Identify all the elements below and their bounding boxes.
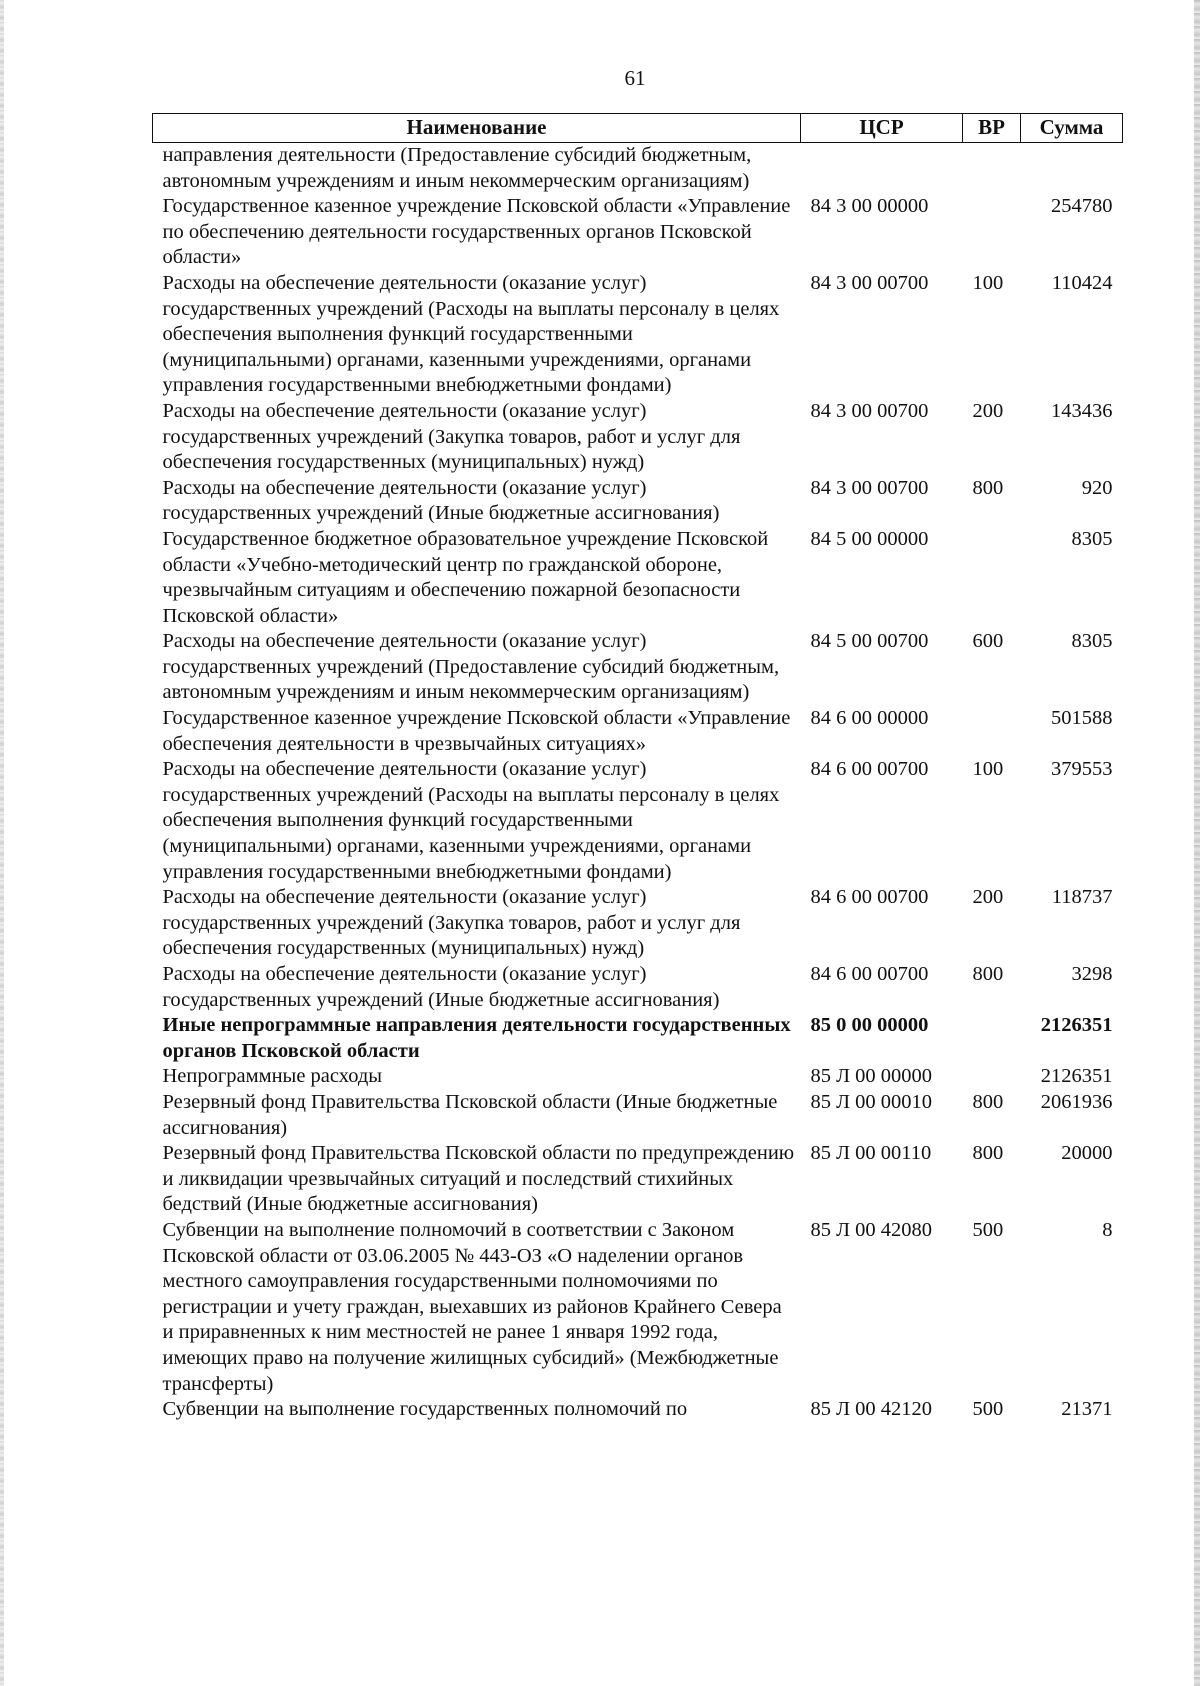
- row-csr: 85 Л 00 00010: [810, 1090, 933, 1113]
- row-sum: 2126351: [1040, 1065, 1113, 1088]
- table-row: [153, 1397, 1123, 1423]
- row-sum: 3298: [1071, 963, 1113, 985]
- row-vr: [963, 706, 1021, 757]
- row-csr: 84 5 00 00000: [810, 527, 929, 550]
- row-name: Субвенции на выполнение государственных полномочий по: [162, 1398, 688, 1421]
- row-name: Резервный фонд Правительства Псковской области по предупреждению и ликвидации чрезвычайных ситуаций и последствий стихийных бедствий (Иные бюджетные ассигнования): [162, 1142, 795, 1216]
- table-row: [153, 1218, 1123, 1397]
- table-row: [153, 143, 1123, 195]
- row-vr: 200: [972, 399, 1004, 422]
- row-vr: 800: [972, 963, 1004, 985]
- row-vr: 800: [972, 476, 1004, 499]
- header-csr: ЦСР: [801, 114, 963, 143]
- header-vr: ВР: [963, 114, 1021, 143]
- row-sum: 143436: [1051, 399, 1113, 422]
- row-csr: [801, 143, 963, 195]
- table-row: [153, 476, 1123, 527]
- row-csr: 84 3 00 00700: [810, 271, 929, 294]
- table-header-row: [153, 114, 1123, 143]
- row-name: Расходы на обеспечение деятельности (оказание услуг) государственных учреждений (Иные бюджетные ассигнования): [162, 963, 720, 1011]
- row-csr: 84 3 00 00700: [810, 399, 929, 422]
- row-name: Расходы на обеспечение деятельности (оказание услуг) государственных учреждений (Закупка товаров, работ и услуг для обеспечения государственных (муниципальных) нужд): [162, 399, 741, 474]
- row-sum: 254780: [1051, 195, 1113, 218]
- table-row: [153, 271, 1123, 399]
- header-sum: Сумма: [1021, 114, 1123, 143]
- row-sum: [1021, 143, 1123, 195]
- row-sum: 8: [1102, 1218, 1113, 1241]
- row-name: Государственное казенное учреждение Псковской области «Управление по обеспечению деятельности государственных органов Псковской области»: [162, 195, 791, 269]
- row-csr: 84 6 00 00000: [810, 707, 929, 730]
- row-sum: 21371: [1061, 1398, 1113, 1421]
- scan-edge-left: [0, 0, 4, 1686]
- row-vr: 800: [972, 1142, 1004, 1165]
- table-row: [153, 194, 1123, 271]
- row-sum: 379553: [1051, 758, 1113, 781]
- row-sum: 501588: [1051, 707, 1113, 730]
- row-vr: 500: [972, 1398, 1004, 1421]
- row-csr: 84 5 00 00700: [810, 630, 929, 653]
- row-vr: 500: [972, 1218, 1004, 1241]
- row-vr: [963, 194, 1021, 271]
- row-name: Расходы на обеспечение деятельности (оказание услуг) государственных учреждений (Расходы на выплаты персоналу в целях обеспечения выполнения функций государственными (муниципальными) органами, казенными учреждениями, органами управления государственными внебюджетными фондами): [162, 271, 780, 397]
- row-name: Непрограммные расходы: [162, 1065, 383, 1088]
- row-vr: [963, 143, 1021, 195]
- row-csr: 85 Л 00 00110: [810, 1142, 932, 1165]
- row-vr: [963, 527, 1021, 629]
- row-csr: 84 3 00 00700: [810, 476, 929, 499]
- table-row: [153, 706, 1123, 757]
- table-row: [153, 629, 1123, 706]
- row-sum: 118737: [1051, 886, 1113, 909]
- table-row-section-total: [153, 1013, 1123, 1064]
- row-vr: 100: [972, 271, 1004, 294]
- row-csr: 84 6 00 00700: [810, 963, 929, 985]
- table-row: [153, 1090, 1123, 1141]
- budget-table: [152, 113, 1123, 1423]
- table-row: [153, 757, 1123, 885]
- row-sum: 920: [1081, 476, 1113, 499]
- row-name: Расходы на обеспечение деятельности (оказание услуг) государственных учреждений (Предоставление субсидий бюджетным, автономным учреждениям и иным некоммерческим организациям): [162, 630, 780, 704]
- row-name: Расходы на обеспечение деятельности (оказание услуг) государственных учреждений (Закупка товаров, работ и услуг для обеспечения государственных (муниципальных) нужд): [162, 886, 741, 960]
- row-sum: 2126351: [1040, 1014, 1113, 1037]
- row-name: направления деятельности (Предоставление субсидий бюджетным, автономным учреждениям и иным некоммерческим организациям): [162, 144, 752, 192]
- row-name: Иные непрограммные направления деятельности государственных органов Псковской области: [162, 1014, 791, 1062]
- row-sum: 8305: [1071, 527, 1113, 550]
- row-csr: 85 Л 00 42120: [810, 1398, 933, 1421]
- row-name: Резервный фонд Правительства Псковской области (Иные бюджетные ассигнования): [162, 1090, 778, 1139]
- row-vr: [963, 1064, 1021, 1090]
- row-name: Государственное бюджетное образовательное учреждение Псковской области «Учебно-методический центр по гражданской обороне, чрезвычайным ситуациям и обеспечению пожарной безопасности Псковской области»: [162, 527, 769, 627]
- row-vr: 600: [972, 630, 1004, 653]
- scan-edge-right: [1194, 0, 1200, 1686]
- table-row: [153, 1064, 1123, 1090]
- row-csr: 84 6 00 00700: [810, 886, 929, 909]
- row-csr: 85 Л 00 00000: [810, 1065, 933, 1088]
- row-name: Расходы на обеспечение деятельности (оказание услуг) государственных учреждений (Расходы на выплаты персоналу в целях обеспечения выполнения функций государственными (муниципальными) органами, казенными учреждениями, органами управления государственными внебюджетными фондами): [162, 758, 780, 883]
- table-row: [153, 962, 1123, 1013]
- page-number: 61: [624, 66, 646, 90]
- row-name: Расходы на обеспечение деятельности (оказание услуг) государственных учреждений (Иные бюджетные ассигнования): [162, 476, 720, 525]
- row-vr: 200: [972, 886, 1004, 909]
- row-vr: 100: [972, 758, 1004, 781]
- row-name: Субвенции на выполнение полномочий в соответствии с Законом Псковской области от 03.06.2005 № 443-ОЗ «О наделении органов местного самоуправления государственными полномочиями по регистрации и учету граждан, выехавших из районов Крайнего Севера и приравненных к ним местностей не ранее 1 января 1992 года, имеющих право на получение жилищных субсидий» (Межбюджетные трансферты): [162, 1218, 782, 1395]
- row-sum: 110424: [1051, 271, 1113, 294]
- row-csr: 84 6 00 00700: [810, 758, 929, 781]
- table-row: [153, 527, 1123, 629]
- row-sum: 8305: [1071, 630, 1113, 653]
- row-vr: [963, 1013, 1021, 1064]
- row-sum: 2061936: [1040, 1090, 1113, 1113]
- table-row: [153, 885, 1123, 962]
- row-name: Государственное казенное учреждение Псковской области «Управление обеспечения деятельности в чрезвычайных ситуациях»: [162, 707, 791, 755]
- header-name: Наименование: [153, 114, 801, 143]
- table-row: [153, 1141, 1123, 1218]
- row-csr: 84 3 00 00000: [810, 195, 929, 218]
- row-csr: 85 0 00 00000: [810, 1014, 929, 1037]
- row-csr: 85 Л 00 42080: [810, 1218, 933, 1241]
- table-row: [153, 399, 1123, 476]
- row-sum: 20000: [1061, 1142, 1113, 1165]
- row-vr: 800: [972, 1090, 1004, 1113]
